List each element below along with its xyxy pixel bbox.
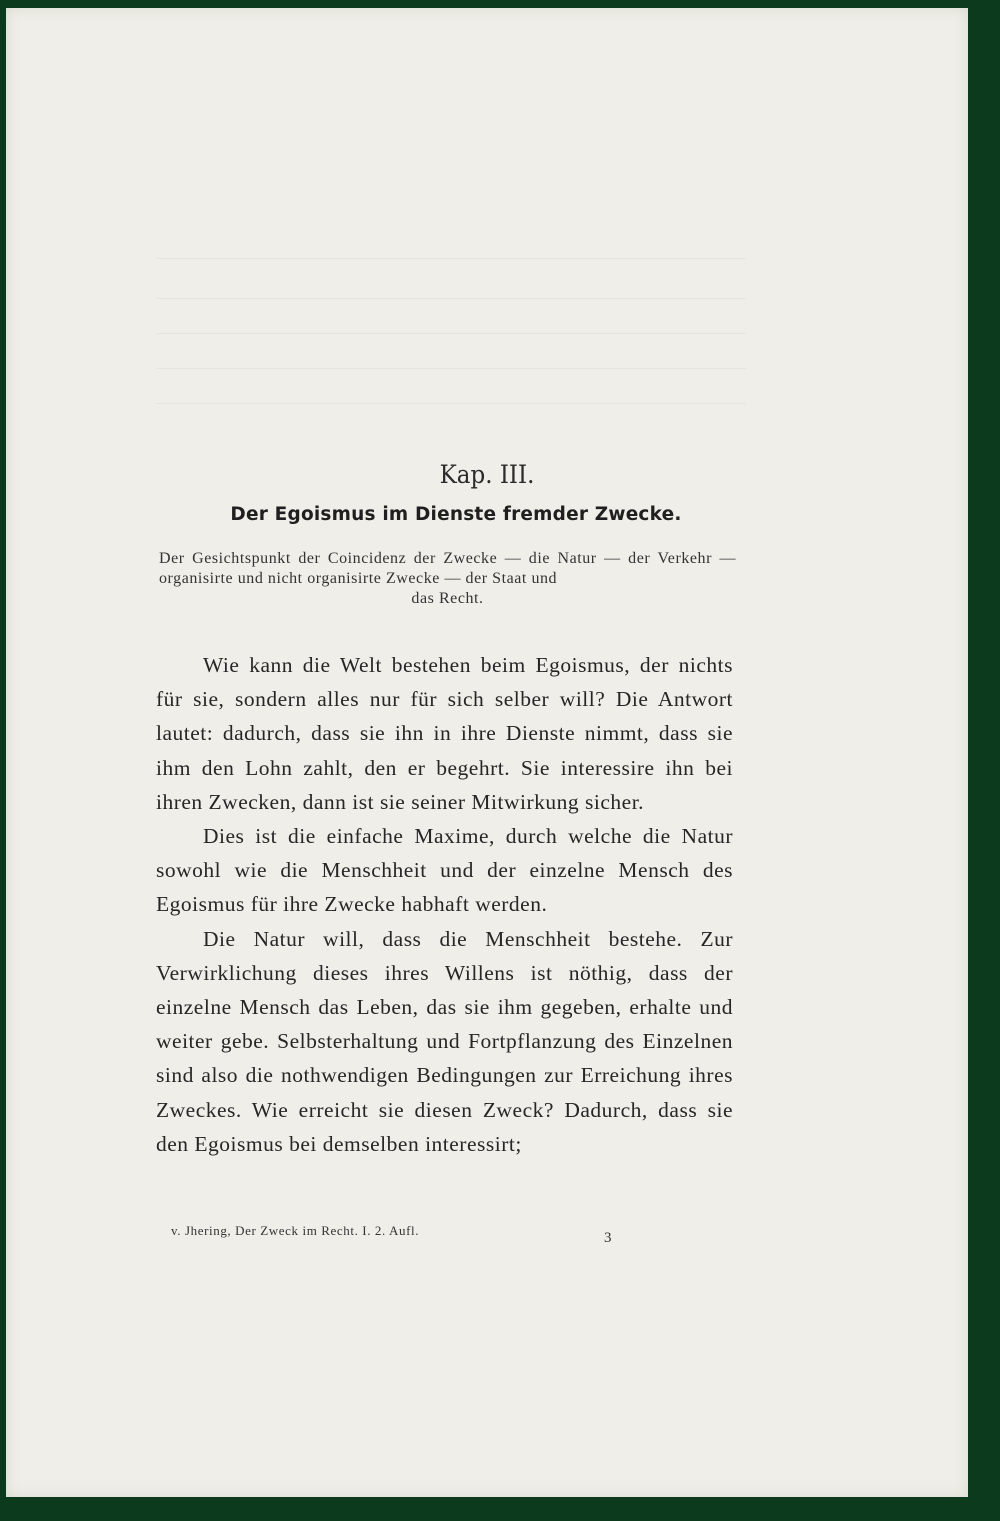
paragraph: Wie kann die Welt bestehen beim Egoismus, der nichts für sie, sondern alles nur für sich selber will? Die Antwort lautet: dadurch, dass sie ihn in ihre Dienste nimmt, dass sie ihm den Lohn zahlt, den er begehrt. Sie interessire ihn bei ihren Zwecken, dann ist sie seiner Mitwirkung sicher. xyxy=(156,653,733,814)
show-through-line xyxy=(156,298,746,299)
chapter-summary-text: Der Gesichtspunkt der Coincidenz der Zwecke — die Natur — der Verkehr — organisirte und nicht organisirte Zwecke — der Staat und xyxy=(159,550,736,587)
show-through-line xyxy=(156,368,746,369)
chapter-number: Kap. III. xyxy=(439,460,535,489)
page-number: 3 xyxy=(604,1230,612,1246)
chapter-title: Der Egoismus im Dienste fremder Zwecke. xyxy=(230,504,682,525)
paragraph: Die Natur will, dass die Menschheit bestehe. Zur Verwirklichung dieses ihres Willens ist nöthig, dass der einzelne Mensch das Leben, das sie ihm gegeben, erhalte und weiter gebe. Selbsterhaltung und Fortpflanzung des Einzelnen sind also die nothwendigen Bedingungen zur Erreichung ihres Zweckes. Wie erreicht sie diesen Zweck? Dadurch, dass sie den Egoismus bei demselben interessirt; xyxy=(156,926,733,1156)
paragraph: Dies ist die einfache Maxime, durch welche die Natur sowohl wie die Menschheit und der einzelne Mensch des Egoismus für ihre Zwecke habhaft werden. xyxy=(156,824,733,917)
show-through-line xyxy=(156,333,746,334)
chapter-summary xyxy=(159,549,736,609)
show-through-line xyxy=(156,258,746,259)
book-page xyxy=(6,8,968,1497)
chapter-summary-end: das Recht. xyxy=(411,590,484,607)
footer-citation: v. Jhering, Der Zweck im Recht. I. 2. Aufl. xyxy=(171,1223,420,1238)
body-text xyxy=(156,648,733,1161)
show-through-line xyxy=(156,403,746,404)
